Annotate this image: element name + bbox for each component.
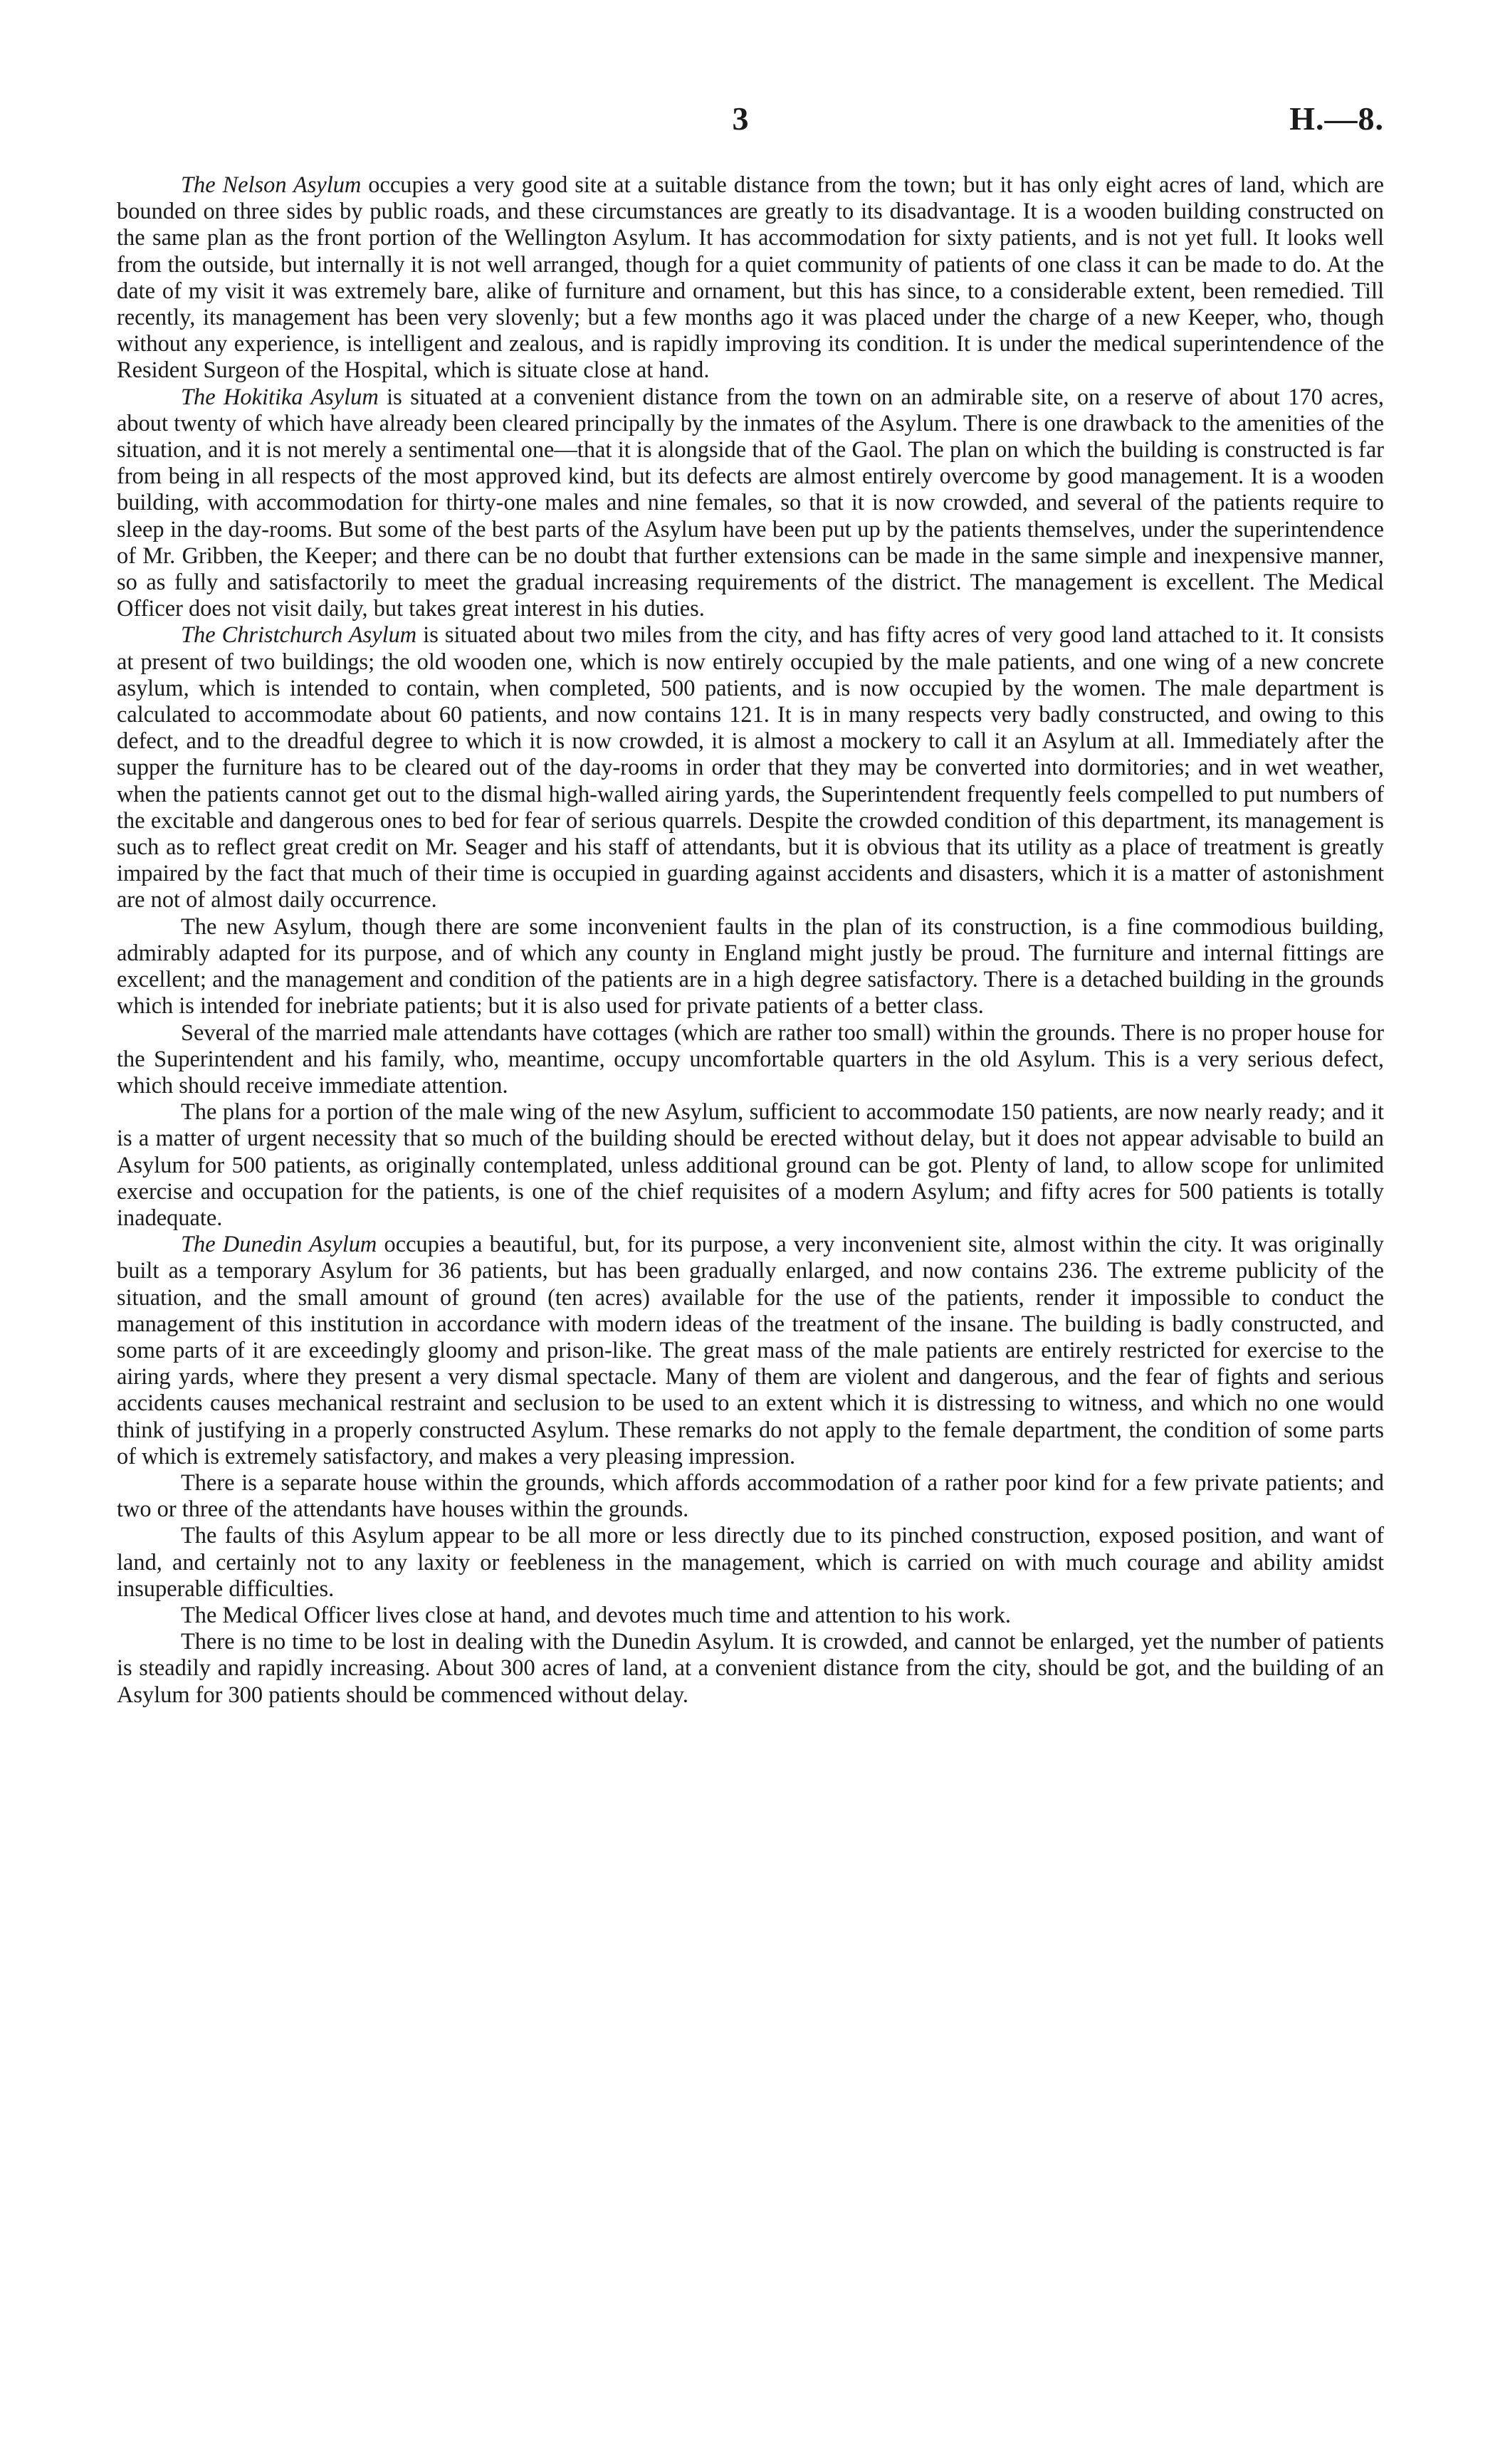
paragraph-title: The Hokitika Asylum <box>181 384 379 410</box>
paragraph-text: The new Asylum, though there are some inconvenient faults in the plan of its construction, is a fine commodious building, admirably adapted for its purpose, and of which any county in England might justly be proud. The furniture and internal fittings are excellent; and the management and condition of the patients are in a high degree satisfactory. There is a detached building in the grounds which is intended for inebriate patients; but it is also used for private patients of a better class. <box>117 913 1384 1019</box>
page-number: 3 <box>732 100 749 137</box>
paragraph-text: is situated about two miles from the city, and has fifty acres of very good land attached to it. It consists at present of two buildings; the old wooden one, which is now entirely occupied by the male patients, and one wing of a new concrete asylum, which is intended to contain, when completed, 500 patients, and is now occupied by the women. The male department is calculated to accommodate about 60 patients, and now contains 121. It is in many respects very badly constructed, and owing to this defect, and to the dreadful degree to which it is now crowded, it is almost a mockery to call it an Asylum at all. Immediately after the supper the furniture has to be cleared out of the day-rooms in order that they may be converted into dormitories; and in wet weather, when the patients cannot get out to the dismal high-walled airing yards, the Superintendent frequently feels compelled to put numbers of the excitable and dangerous ones to bed for fear of serious quarrels. Despite the crowded condition of this department, its management is such as to reflect great credit on Mr. Seager and his staff of attendants, but it is obvious that its utility as a place of treatment is greatly impaired by the fact that much of their time is occupied in guarding against accidents and disasters, which it is a matter of astonishment are not of almost daily occurrence. <box>117 622 1384 913</box>
paragraph-text: The faults of this Asylum appear to be all more or less directly due to its pinched construction, exposed position, and want of land, and certainly not to any laxity or feebleness in the management, which is carried on with much courage and ability amidst insuperable difficulties. <box>117 1523 1384 1602</box>
paragraph-christchurch-asylum <box>117 622 1384 913</box>
paragraph-text: occupies a very good site at a suitable distance from the town; but it has only eight acres of land, which are bounded on three sides by public roads, and these circumstances are greatly to its disadvantage. It is a wooden building constructed on the same plan as the front portion of the Wellington Asylum. It has accommodation for sixty patients, and is not yet full. It looks well from the outside, but internally it is not well arranged, though for a quiet community of patients of one class it can be made to do. At the date of my visit it was extremely bare, alike of furniture and ornament, but this has since, to a considerable extent, been remedied. Till recently, its management has been very slovenly; but a few months ago it was placed under the charge of a new Keeper, who, though without any experience, is intelligent and zealous, and is rapidly improving its condition. It is under the medical superintendence of the Resident Surgeon of the Hospital, which is situate close at hand. <box>117 172 1384 384</box>
paragraph-separate-house <box>117 1470 1384 1523</box>
paragraph-nelson-asylum <box>117 172 1384 384</box>
paragraph-medical-officer <box>117 1603 1384 1629</box>
paragraph-faults <box>117 1523 1384 1603</box>
paragraph-male-wing-plans <box>117 1099 1384 1232</box>
paragraph-new-asylum <box>117 914 1384 1020</box>
paragraph-text: is situated at a convenient distance from the town on an admirable site, on a reserve of about 170 acres, about twenty of which have already been cleared principally by the inmates of the Asylum. There is one drawback to the amenities of the situation, and it is not merely a sentimental one—that it is alongside that of the Gaol. The plan on which the building is constructed is far from being in all respects of the most approved kind, but its defects are almost entirely overcome by good management. It is a wooden building, with accommodation for thirty-one males and nine females, so that it is now crowded, and several of the patients require to sleep in the day-rooms. But some of the best parts of the Asylum have been put up by the patients themselves, under the superintendence of Mr. Gribben, the Keeper; and there can be no doubt that further extensions can be made in the same simple and inexpensive manner, so as fully and satisfactorily to meet the gradual increasing requirements of the district. The management is excellent. The Medical Officer does not visit daily, but takes great interest in his duties. <box>117 384 1384 622</box>
document-reference: H.—8. <box>1289 100 1384 137</box>
paragraph-attendants-cottages <box>117 1020 1384 1100</box>
paragraph-text: There is no time to be lost in dealing with the Dunedin Asylum. It is crowded, and cannot be enlarged, yet the number of patients is steadily and rapidly increasing. About 300 acres of land, at a convenient distance from the city, should be got, and the building of an Asylum for 300 patients should be commenced without delay. <box>117 1629 1384 1708</box>
paragraph-title: The Nelson Asylum <box>181 172 362 198</box>
paragraph-text: The plans for a portion of the male wing of the new Asylum, sufficient to accommodate 150 patients, are now nearly ready; and it is a matter of urgent necessity that so much of the building should be erected without delay, but it does not appear advisable to build an Asylum for 500 patients, as originally contemplated, unless additional ground can be got. Plenty of land, to allow scope for unlimited exercise and occupation for the patients, is one of the chief requisites of a modern Asylum; and fifty acres for 500 patients is totally inadequate. <box>117 1099 1384 1231</box>
paragraph-text: There is a separate house within the grounds, which affords accommodation of a rather poor kind for a few private patients; and two or three of the attendants have houses within the grounds. <box>117 1469 1384 1523</box>
paragraph-hokitika-asylum <box>117 384 1384 623</box>
paragraph-title: The Dunedin Asylum <box>181 1232 377 1258</box>
paragraph-text: occupies a beautiful, but, for its purpose, a very inconvenient site, almost within the city. It was originally built as a temporary Asylum for 36 patients, but has been gradually enlarged, and now contains 236. The extreme publicity of the situation, and the small amount of ground (ten acres) available for the use of the patients, render it impossible to conduct the management of this institution in accordance with modern ideas of the treatment of the insane. The building is badly constructed, and some parts of it are exceedingly gloomy and prison-like. The great mass of the male patients are entirely restricted for exercise to the airing yards, where they present a very dismal spectacle. Many of them are violent and dangerous, and the fear of fights and serious accidents causes mechanical restraint and seclusion to be used to an extent which it is distressing to witness, and which no one would think of justifying in a properly constructed Asylum. These remarks do not apply to the female department, the condition of some parts of which is extremely satisfactory, and makes a very pleasing impression. <box>117 1232 1384 1469</box>
paragraph-text: The Medical Officer lives close at hand, and devotes much time and attention to his work. <box>181 1602 1012 1628</box>
paragraph-dunedin-asylum <box>117 1232 1384 1470</box>
paragraph-title: The Christchurch Asylum <box>181 622 417 649</box>
paragraph-no-time <box>117 1629 1384 1709</box>
body-text <box>117 172 1384 1709</box>
paragraph-text: Several of the married male attendants have cottages (which are rather too small) within the grounds. There is no proper house for the Superintendent and his family, who, meantime, occupy uncomfortable quarters in the old Asylum. This is a very serious defect, which should receive immediate attention. <box>117 1019 1384 1099</box>
